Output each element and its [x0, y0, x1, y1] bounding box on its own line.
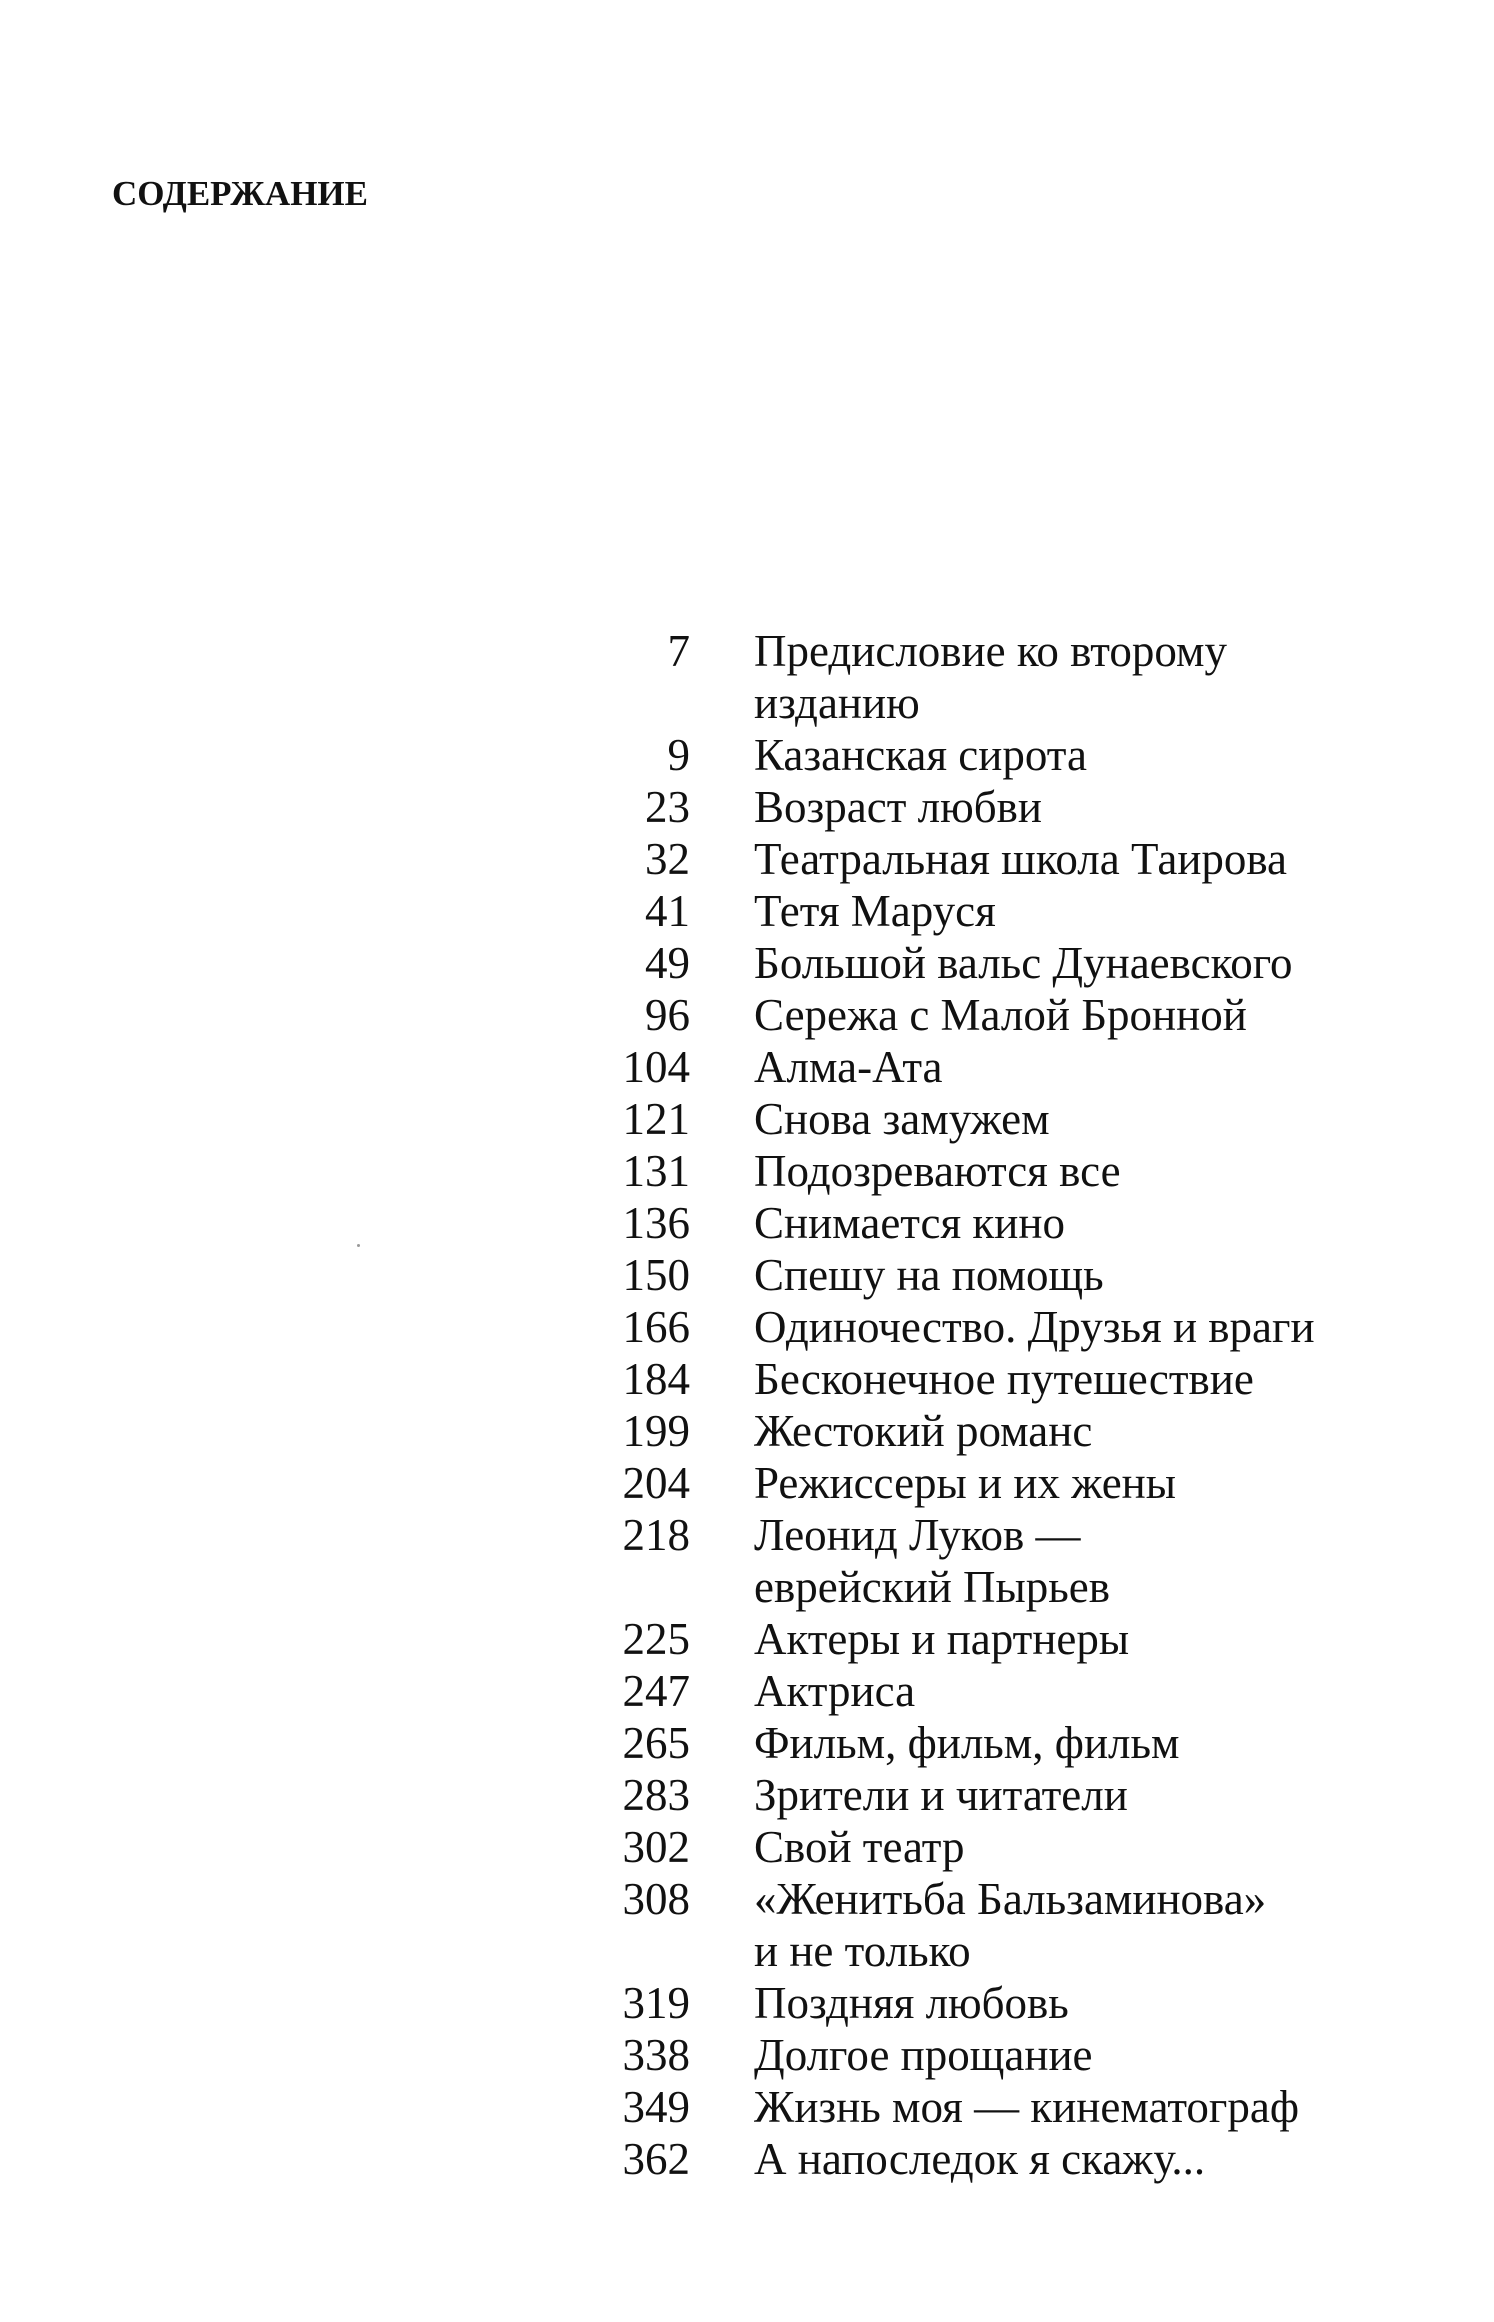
toc-entry [560, 729, 1440, 781]
page-title: СОДЕРЖАНИЕ [112, 174, 369, 213]
toc-page-number: 319 [622, 1978, 690, 2028]
toc-chapter-title [754, 1197, 1414, 1249]
toc-title-line: и не только [754, 1926, 971, 1976]
toc-entry [560, 625, 1440, 729]
toc-title-line: Большой вальс Дунаевского [754, 938, 1293, 988]
toc-page-number: 349 [622, 2082, 690, 2132]
toc-entry [560, 1353, 1440, 1405]
toc-title-line: Снова замужем [754, 1094, 1050, 1144]
toc-entry [560, 2029, 1440, 2081]
toc-page-number: 136 [622, 1198, 690, 1248]
toc-chapter-title [754, 885, 1414, 937]
toc-entry [560, 1093, 1440, 1145]
toc-entry [560, 2081, 1440, 2133]
toc-entry [560, 1717, 1440, 1769]
toc-entry [560, 937, 1440, 989]
toc-page-number: 121 [622, 1094, 690, 1144]
toc-entry [560, 885, 1440, 937]
toc-entry [560, 1821, 1440, 1873]
toc-chapter-title [754, 1769, 1414, 1821]
toc-entry [560, 1873, 1440, 1977]
toc-title-line: Алма-Ата [754, 1042, 943, 1092]
toc-chapter-title [754, 729, 1414, 781]
toc-page-number: 96 [645, 990, 690, 1040]
toc-chapter-title [754, 1665, 1414, 1717]
toc-chapter-title [754, 2081, 1414, 2133]
toc-page-number: 49 [645, 938, 690, 988]
toc-title-line: Актриса [754, 1666, 916, 1716]
toc-title-line: Свой театр [754, 1822, 965, 1872]
toc-page-number: 308 [622, 1874, 690, 1924]
toc-chapter-title [754, 1821, 1414, 1873]
toc-chapter-title [754, 1717, 1414, 1769]
toc-chapter-title [754, 625, 1414, 729]
toc-page-number: 362 [622, 2134, 690, 2184]
toc-chapter-title [754, 1041, 1414, 1093]
toc-page-number: 302 [622, 1822, 690, 1872]
toc-chapter-title [754, 1873, 1414, 1977]
toc-title-line: А напоследок я скажу... [754, 2134, 1206, 2184]
toc-page-number: 218 [622, 1510, 690, 1560]
toc-title-line: Леонид Луков — [754, 1510, 1081, 1560]
toc-entry [560, 1769, 1440, 1821]
toc-page-number: 265 [622, 1718, 690, 1768]
toc-entry [560, 1145, 1440, 1197]
toc-title-line: Фильм, фильм, фильм [754, 1718, 1180, 1768]
toc-page-number: 7 [667, 626, 690, 676]
toc-title-line: Одиночество. Друзья и враги [754, 1302, 1315, 1352]
toc-page-number: 225 [622, 1614, 690, 1664]
toc-page-number: 247 [622, 1666, 690, 1716]
toc-title-line: Казанская сирота [754, 730, 1087, 780]
toc-entry [560, 1041, 1440, 1093]
toc-title-line: Спешу на помощь [754, 1250, 1104, 1300]
toc-page-number: 32 [645, 834, 690, 884]
toc-title-line: Актеры и партнеры [754, 1614, 1130, 1664]
toc-title-line: Снимается кино [754, 1198, 1065, 1248]
toc-title-line: Предисловие ко второму [754, 626, 1227, 676]
toc-page-number: 199 [622, 1406, 690, 1456]
toc-entry [560, 781, 1440, 833]
toc-title-line: Поздняя любовь [754, 1978, 1069, 2028]
toc-page-number: 150 [622, 1250, 690, 1300]
toc-page-number: 104 [622, 1042, 690, 1092]
toc-entry [560, 1509, 1440, 1613]
toc-chapter-title [754, 1145, 1414, 1197]
toc-chapter-title [754, 1613, 1414, 1665]
toc-title-line: Подозреваются все [754, 1146, 1121, 1196]
toc-chapter-title [754, 1093, 1414, 1145]
toc-entry [560, 1665, 1440, 1717]
toc-title-line: Долгое прощание [754, 2030, 1093, 2080]
toc-page-number: 166 [622, 1302, 690, 1352]
toc-title-line: изданию [754, 678, 920, 728]
toc-title-line: «Женитьба Бальзаминова» [754, 1874, 1267, 1924]
toc-page-number: 283 [622, 1770, 690, 1820]
table-of-contents [560, 625, 1440, 2185]
toc-title-line: Жизнь моя — кинематограф [754, 2082, 1299, 2132]
toc-chapter-title [754, 1457, 1414, 1509]
toc-title-line: Возраст любви [754, 782, 1042, 832]
toc-chapter-title [754, 2133, 1414, 2185]
toc-title-line: Сережа с Малой Бронной [754, 990, 1247, 1040]
toc-title-line: Зрители и читатели [754, 1770, 1128, 1820]
toc-chapter-title [754, 2029, 1414, 2081]
toc-page-number: 131 [622, 1146, 690, 1196]
toc-chapter-title [754, 1249, 1414, 1301]
toc-entry [560, 1405, 1440, 1457]
toc-entry [560, 1301, 1440, 1353]
toc-page-number: 41 [645, 886, 690, 936]
toc-title-line: Режиссеры и их жены [754, 1458, 1176, 1508]
toc-entry [560, 1457, 1440, 1509]
toc-entry [560, 1197, 1440, 1249]
toc-title-line: Жестокий романс [754, 1406, 1093, 1456]
toc-entry [560, 1977, 1440, 2029]
toc-chapter-title [754, 833, 1414, 885]
toc-page-number: 9 [667, 730, 690, 780]
toc-entry [560, 2133, 1440, 2185]
toc-chapter-title [754, 1301, 1414, 1353]
toc-page-number: 204 [622, 1458, 690, 1508]
toc-title-line: еврейский Пырьев [754, 1562, 1111, 1612]
toc-entry [560, 989, 1440, 1041]
toc-chapter-title [754, 937, 1414, 989]
toc-chapter-title [754, 781, 1414, 833]
toc-entry [560, 1613, 1440, 1665]
toc-title-line: Тетя Маруся [754, 886, 996, 936]
toc-title-line: Театральная школа Таирова [754, 834, 1288, 884]
toc-title-line: Бесконечное путешествие [754, 1354, 1254, 1404]
toc-chapter-title [754, 1405, 1414, 1457]
toc-chapter-title [754, 1509, 1414, 1613]
toc-page-number: 338 [622, 2030, 690, 2080]
toc-chapter-title [754, 1977, 1414, 2029]
scan-speck [357, 1244, 360, 1247]
toc-page-number: 184 [622, 1354, 690, 1404]
toc-entry [560, 833, 1440, 885]
toc-chapter-title [754, 1353, 1414, 1405]
toc-entry [560, 1249, 1440, 1301]
toc-chapter-title [754, 989, 1414, 1041]
toc-page-number: 23 [645, 782, 690, 832]
